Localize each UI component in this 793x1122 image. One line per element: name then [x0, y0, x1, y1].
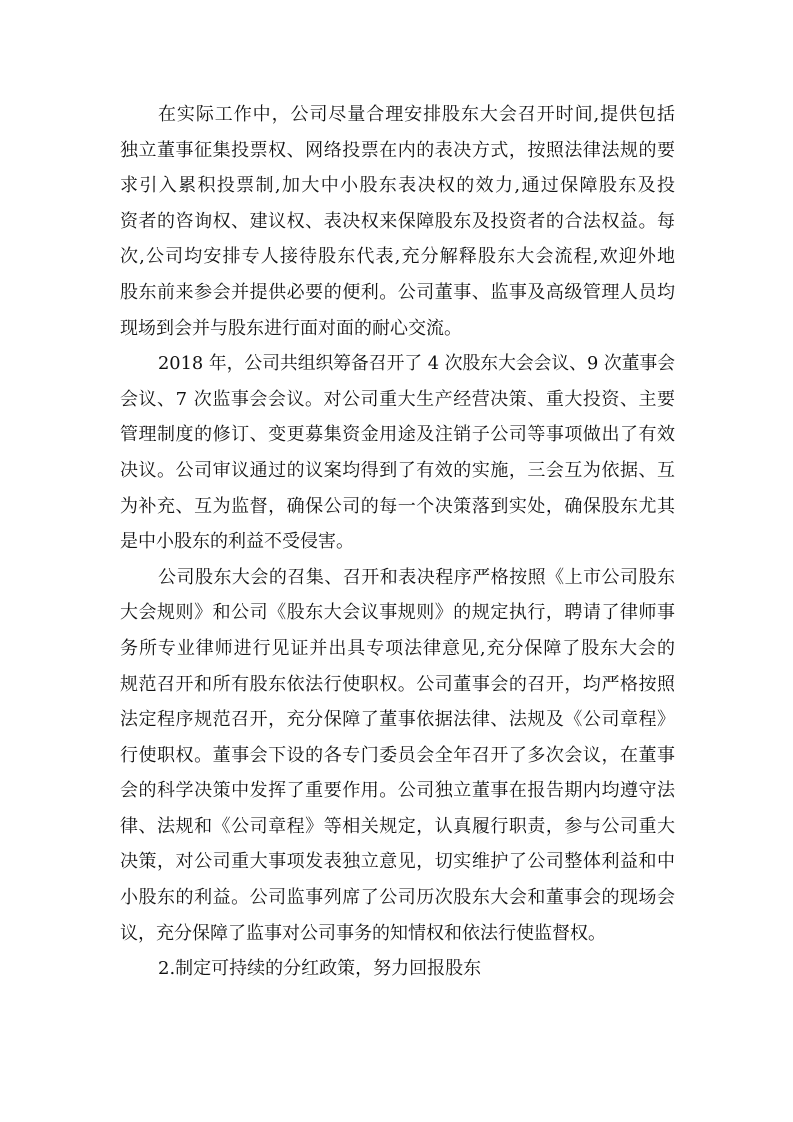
text-line-content: 行使职权。董事会下设的各专门委员会全年召开了多次会议，在董事 — [120, 744, 676, 766]
text-line — [120, 453, 675, 489]
text-line — [120, 239, 675, 275]
text-line — [120, 916, 675, 952]
text-line-content: 议，充分保障了监事对公司事务的知情权和依法行使监督权。 — [120, 922, 606, 944]
text-line-content: 大会规则》和公司《股东大会议事规则》的规定执行，聘请了律师事 — [120, 602, 676, 624]
text-line-content: 为补充、互为监督，确保公司的每一个决策落到实处，确保股东尤其 — [120, 495, 676, 517]
text-line-content: 次,公司均安排专人接待股东代表,充分解释股东大会流程,欢迎外地 — [120, 246, 677, 268]
text-line-content: 公司股东大会的召集、召开和表决程序严格按照《上市公司股东 — [158, 566, 676, 588]
text-line-content: 管理制度的修订、变更募集资金用途及注销子公司等事项做出了有效 — [120, 424, 676, 446]
text-line — [120, 489, 675, 525]
text-line-content: 2018 年，公司共组织筹备召开了 4 次股东大会会议、9 次董事会 — [158, 353, 675, 375]
text-line-content: 独立董事征集投票权、网络投票在内的表决方式，按照法律法规的要 — [120, 139, 676, 161]
text-line — [120, 97, 675, 133]
text-line — [120, 880, 675, 916]
text-line — [120, 702, 675, 738]
text-line — [120, 346, 675, 382]
text-line-content: 务所专业律师进行见证并出具专项法律意见,充分保障了股东大会的 — [120, 637, 676, 659]
text-line — [120, 631, 675, 667]
text-line-content: 会的科学决策中发挥了重要作用。公司独立董事在报告期内均遵守法 — [120, 780, 676, 802]
text-line — [120, 133, 675, 169]
text-line — [120, 738, 675, 774]
text-line-content: 是中小股东的利益不受侵害。 — [120, 531, 354, 553]
text-line — [120, 417, 675, 453]
text-line — [120, 844, 675, 880]
text-line — [120, 204, 675, 240]
text-line — [120, 382, 675, 418]
text-line — [120, 951, 675, 987]
text-line-content: 股东前来参会并提供必要的便利。公司董事、监事及高级管理人员均 — [120, 281, 676, 303]
text-line — [120, 773, 675, 809]
text-line-content: 规范召开和所有股东依法行使职权。公司董事会的召开，均严格按照 — [120, 673, 676, 695]
text-line — [120, 560, 675, 596]
text-line — [120, 275, 675, 311]
text-line-content: 决议。公司审议通过的议案均得到了有效的实施，三会互为依据、互 — [120, 459, 676, 481]
text-line-content: 律、法规和《公司章程》等相关规定，认真履行职责，参与公司重大 — [120, 815, 676, 837]
text-line — [120, 809, 675, 845]
text-line — [120, 524, 675, 560]
text-line — [120, 311, 675, 347]
text-line-content: 求引入累积投票制,加大中小股东表决权的效力,通过保障股东及投 — [120, 175, 677, 197]
text-line — [120, 667, 675, 703]
text-line-content: 法定程序规范召开，充分保障了董事依据法律、法规及《公司章程》 — [120, 709, 676, 731]
document-body — [120, 97, 675, 987]
text-line-content: 小股东的利益。公司监事列席了公司历次股东大会和董事会的现场会 — [120, 887, 676, 909]
text-line-content: 现场到会并与股东进行面对面的耐心交流。 — [120, 317, 462, 339]
text-line-content: 在实际工作中，公司尽量合理安排股东大会召开时间,提供包括 — [158, 104, 676, 125]
text-line-content: 资者的咨询权、建议权、表决权来保障股东及投资者的合法权益。每 — [120, 210, 676, 232]
text-line — [120, 595, 675, 631]
text-line — [120, 168, 675, 204]
text-line-content: 决策，对公司重大事项发表独立意见，切实维护了公司整体利益和中 — [120, 851, 676, 873]
text-line-content: 2.制定可持续的分红政策，努力回报股东 — [158, 958, 482, 980]
text-line-content: 会议、7 次监事会会议。对公司重大生产经营决策、重大投资、主要 — [120, 388, 676, 410]
